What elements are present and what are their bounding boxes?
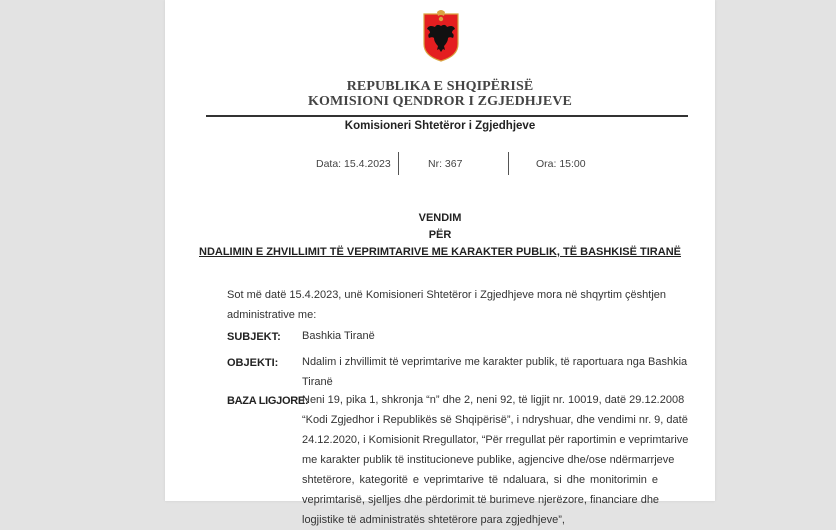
objekti-label: OBJEKTI: <box>227 357 279 369</box>
intro-line: Sot më datë 15.4.2023, unë Komisioneri Shtetëror i Zgjedhjeve mora në shqyrtim çështjen <box>227 289 667 301</box>
objekti-value <box>302 352 688 392</box>
baza-line: Neni 19, pika 1, shkronja “n” dhe 2, neni 92, të ligjit nr. 10019, datë 29.12.2008 <box>302 394 685 406</box>
albania-coat-of-arms-icon <box>421 8 461 62</box>
intro-paragraph <box>227 285 667 325</box>
header-republic: REPUBLIKA E SHQIPËRISË <box>346 79 534 94</box>
header-divider <box>206 115 688 117</box>
subjekt-value: Bashkia Tiranë <box>302 330 375 342</box>
decision-title: NDALIMIN E ZHVILLIMIT TË VEPRIMTARIVE ME KARAKTER PUBLIK, TË BASHKISË TIRANË <box>199 246 681 258</box>
baza-line: veprimtarisë, sjelljes dhe përdorimit të burimeve njerëzore, financiare dhe <box>302 494 660 506</box>
meta-number: Nr: 367 <box>428 158 463 170</box>
decision-heading: VENDIM <box>418 212 462 224</box>
meta-separator <box>508 152 509 175</box>
baza-ligjore-label: BAZA LIGJORE: <box>227 395 309 407</box>
meta-date: Data: 15.4.2023 <box>316 158 391 170</box>
subjekt-label: SUBJEKT: <box>227 331 281 343</box>
baza-line: “Kodi Zgjedhor i Republikës së Shqipërisë”, i ndryshuar, dhe vendimi nr. 9, datë <box>302 414 688 426</box>
decision-for: PËR <box>428 229 452 241</box>
objekti-line: Ndalim i zhvillimit të veprimtarive me karakter publik, të raportuara nga Bashkia <box>302 356 688 368</box>
baza-line: me karakter publik të institucioneve publike, agjencive dhe/ose ndërmarrjeve <box>302 454 675 466</box>
baza-line: logjistike të administratës shtetërore para zgjedhjeve”, <box>302 514 565 526</box>
objekti-line: Tiranë <box>302 376 333 388</box>
meta-separator <box>398 152 399 175</box>
baza-ligjore-value <box>302 390 689 530</box>
baza-line: 24.12.2020, i Komisionit Rregullator, “Për rregullat për raportimin e veprimtarive <box>302 434 689 446</box>
intro-line: administrative me: <box>227 309 317 321</box>
baza-line: shtetërore, kategoritë e veprimtarive të ndaluara, si dhe monitorimin e <box>302 474 658 486</box>
header-commission: KOMISIONI QENDROR I ZGJEDHJEVE <box>308 94 572 109</box>
header-subtitle: Komisioneri Shtetëror i Zgjedhjeve <box>344 120 536 132</box>
meta-time: Ora: 15:00 <box>536 158 586 170</box>
